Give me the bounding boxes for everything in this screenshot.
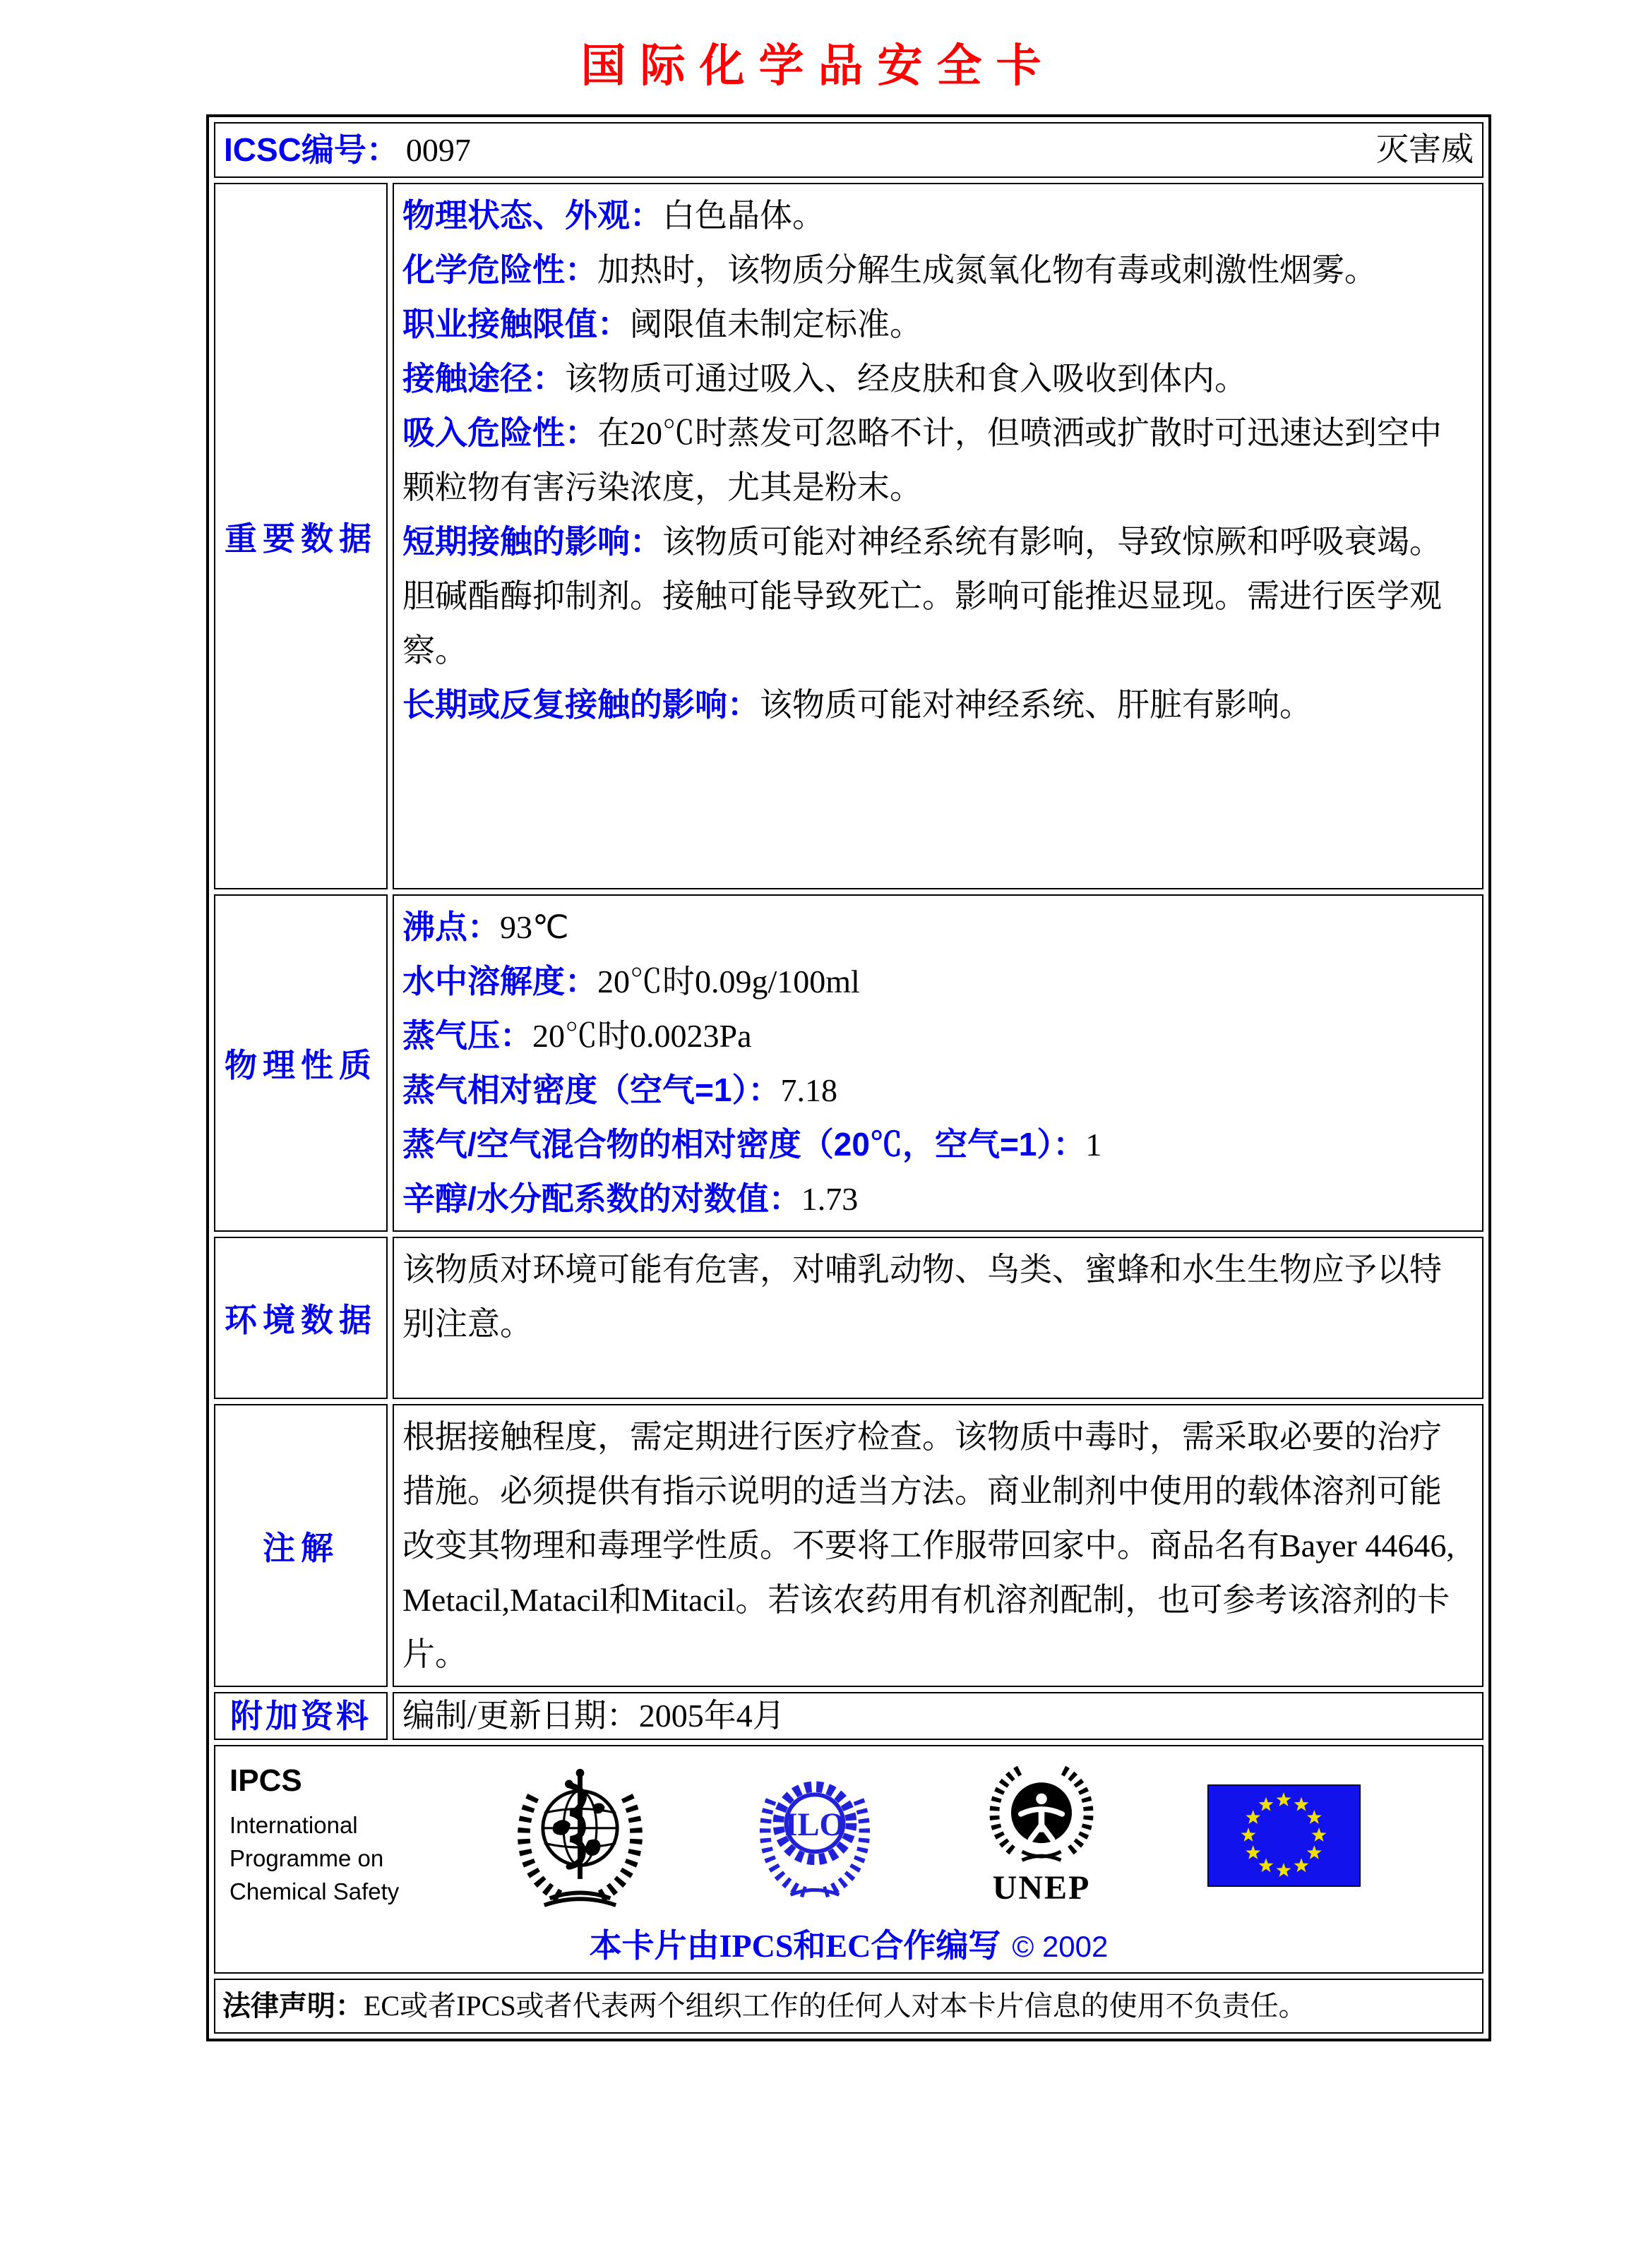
ipcs-text-block: [229, 1763, 406, 1908]
field-label: 蒸气压：: [402, 1017, 532, 1054]
chemical-name: 灭害威: [1376, 131, 1474, 167]
notes-text: 根据接触程度，需定期进行医疗检查。该物质中毒时，需采取必要的治疗措施。必须提供有指示说明的适当方法。商业制剂中使用的载体溶剂可能改变其物理和毒理学性质。不要将工作服带回家中。商品名有Bayer 44646, Metacil,Matacil和Mitacil。若该农药用有机溶剂配制，也可参考该溶剂的卡片。: [402, 1419, 1455, 1672]
ilo-logo-text: ILO: [784, 1807, 845, 1843]
icsc-number-label: ICSC编号：: [224, 131, 399, 168]
field-exposure-limit: [402, 297, 1474, 352]
logos-cell: [214, 1745, 1483, 1974]
legal-text: EC或者IPCS或者代表两个组织工作的任何人对本卡片信息的使用不负责任。: [364, 1990, 1307, 2022]
field-long-term-effects: [402, 678, 1474, 732]
section-label-notes: 注解: [214, 1404, 388, 1687]
field-physical-state: [402, 188, 1474, 243]
eu-flag-icon: [1207, 1784, 1361, 1887]
field-water-solubility: [402, 954, 1474, 1009]
field-label: 吸入危险性：: [402, 414, 597, 451]
caption: [215, 1920, 1482, 1967]
notes-row: [214, 1404, 1483, 1687]
field-label: 短期接触的影响：: [402, 523, 662, 560]
section-label-important-data: 重要数据: [214, 183, 388, 889]
additional-info-text: 编制/更新日期：2005年4月: [402, 1698, 785, 1734]
header-row: [214, 122, 1483, 178]
field-chemical-danger: [402, 243, 1474, 297]
section-label-additional-info: 附加资料: [214, 1692, 388, 1740]
field-short-term-effects: [402, 515, 1474, 678]
icsc-card-table: [206, 114, 1491, 2041]
field-value: 阈限值未制定标准。: [630, 306, 922, 342]
field-exposure-routes: [402, 352, 1474, 406]
environmental-text: 该物质对环境可能有危害，对哺乳动物、鸟类、蜜蜂和水生生物应予以特别注意。: [402, 1252, 1442, 1342]
ipcs-line: International: [229, 1811, 358, 1838]
caption-text: 本卡片由IPCS和EC合作编写: [589, 1928, 1001, 1964]
field-label: 接触途径：: [402, 360, 565, 397]
field-label: 物理状态、外观：: [402, 197, 662, 234]
legal-row: [214, 1979, 1483, 2034]
field-value: 7.18: [780, 1072, 837, 1108]
page-title: 国际化学品安全卡: [580, 41, 1056, 91]
field-value: 20℃时0.09g/100ml: [597, 964, 860, 1000]
caption-copyright: © 2002: [1012, 1930, 1109, 1963]
field-value: 1.73: [801, 1181, 859, 1217]
physical-properties-row: [214, 894, 1483, 1232]
ipcs-line: Programme on: [229, 1844, 384, 1871]
field-value: 在20℃时蒸发可忽略不计，但喷洒或扩散时可迅速达到空中颗粒物有害污染浓度，尤其是粉末。: [402, 415, 1442, 505]
section-content-physical-properties: [393, 894, 1483, 1232]
field-value: 20℃时0.0023Pa: [532, 1018, 752, 1054]
field-value: 1: [1085, 1127, 1102, 1163]
field-label: 蒸气/空气混合物的相对密度（20℃，空气=1）：: [402, 1126, 1086, 1163]
important-data-row: [214, 183, 1483, 889]
section-label-physical-properties: 物理性质: [214, 894, 388, 1232]
ipcs-acronym: IPCS: [229, 1763, 302, 1798]
field-label: 化学危险性：: [402, 251, 597, 288]
field-octanol-water: [402, 1172, 1474, 1226]
unep-logo-icon: [981, 1764, 1102, 1871]
field-label: 长期或反复接触的影响：: [402, 686, 760, 723]
section-content-notes: [393, 1404, 1483, 1687]
field-label: 蒸气相对密度（空气=1）：: [402, 1072, 781, 1108]
who-logo-icon: [511, 1763, 649, 1908]
unep-logo-text: UNEP: [992, 1868, 1091, 1907]
section-label-environmental-data: 环境数据: [214, 1237, 388, 1399]
field-value: 加热时，该物质分解生成氮氧化物有毒或刺激性烟雾。: [597, 252, 1377, 288]
logos-row: [214, 1745, 1483, 1974]
icsc-number-value: 0097: [405, 132, 471, 168]
field-label: 沸点：: [402, 908, 500, 945]
unep-logo-block: [981, 1764, 1102, 1907]
field-boiling-point: [402, 900, 1474, 954]
field-vapor-pressure: [402, 1009, 1474, 1063]
field-label: 水中溶解度：: [402, 963, 597, 1000]
section-content-additional-info: [393, 1692, 1483, 1740]
legal-cell: [214, 1979, 1483, 2034]
logo-strip: [215, 1756, 1482, 1910]
field-label: 职业接触限值：: [402, 306, 630, 342]
ipcs-line: Chemical Safety: [229, 1878, 400, 1904]
environmental-data-row: [214, 1237, 1483, 1399]
field-value: 白色晶体。: [662, 198, 825, 234]
field-value: 该物质可通过吸入、经皮肤和食入吸收到体内。: [565, 361, 1247, 397]
field-vapor-air-density: [402, 1117, 1474, 1172]
field-inhalation-risk: [402, 406, 1474, 515]
header-cell: [214, 122, 1483, 178]
field-vapor-density: [402, 1063, 1474, 1117]
additional-info-row: [214, 1692, 1483, 1740]
section-content-important-data: [393, 183, 1483, 889]
field-value: 93℃: [500, 909, 569, 945]
field-value: 该物质可能对神经系统有影响，导致惊厥和呼吸衰竭。胆碱酯酶抑制剂。接触可能导致死亡。影响可能推迟显现。需进行医学观察。: [402, 524, 1442, 668]
field-label: 辛醇/水分配系数的对数值：: [402, 1180, 801, 1217]
section-content-environmental-data: [393, 1237, 1483, 1399]
ilo-logo-icon: [754, 1765, 876, 1905]
legal-label: 法律声明：: [222, 1991, 364, 2022]
field-value: 该物质可能对神经系统、肝脏有影响。: [760, 687, 1312, 723]
